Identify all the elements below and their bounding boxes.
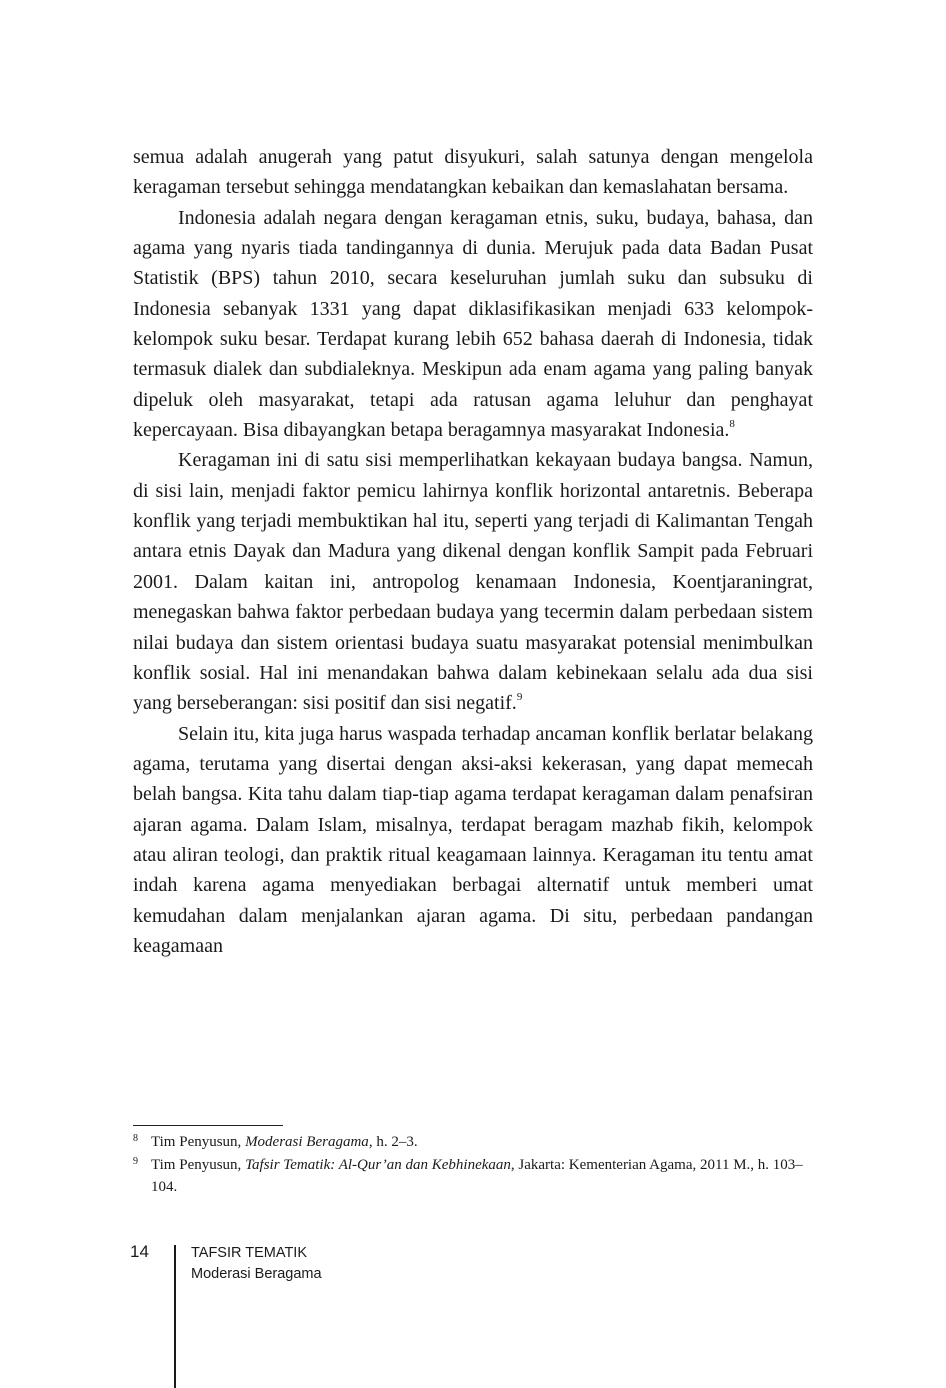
- footnote-text: , Jakarta: Kementerian Agama, 2011 M., h. 103–104.: [151, 1156, 803, 1195]
- page-number: 14: [130, 1242, 149, 1261]
- footnote-number: 9: [133, 1155, 138, 1167]
- book-title: Moderasi Beragama: [191, 1266, 322, 1282]
- footer-divider: [174, 1245, 176, 1388]
- main-text: [133, 142, 813, 961]
- footnote-book-title: Moderasi Beragama: [245, 1134, 369, 1150]
- footnote-divider: [133, 1125, 283, 1126]
- paragraph-4-text: Selain itu, kita juga harus waspada terhadap ancaman konflik berlatar belakang agama, terutama yang disertai dengan aksi-aksi kekerasan, yang dapat memecah belah bangsa. Kita tahu dalam tiap-tiap agama terdapat keragaman dalam penafsiran ajaran agama. Dalam Islam, misalnya, terdapat beragam mazhab fikih, kelompok atau aliran teologi, dan praktik ritual keagamaan lainnya. Keragaman itu tentu amat indah karena agama menyediakan berbagai alternatif untuk memberi umat kemudahan dalam menjalankan ajaran agama. Di situ, perbedaan pandangan keagamaan: [133, 722, 813, 957]
- footnote-ref-8[interactable]: 8: [729, 418, 735, 431]
- paragraph-2: [133, 203, 813, 446]
- footnote-9: [133, 1154, 813, 1199]
- paragraph-1-text: semua adalah anugerah yang patut disyukuri, salah satunya dengan mengelola keragaman tersebut sehingga mendatangkan kebaikan dan kemaslahatan bersama.: [133, 146, 813, 199]
- paragraph-3: [133, 445, 813, 718]
- footnote-ref-9[interactable]: 9: [516, 691, 523, 704]
- footnote-text: Tim Penyusun,: [151, 1134, 246, 1150]
- footnotes: [133, 1131, 813, 1199]
- paragraph-3-text: Keragaman ini di satu sisi memperlihatkan kekayaan budaya bangsa. Namun, di sisi lain, menjadi faktor pemicu lahirnya konflik horizontal antaretnis. Beberapa konflik yang terjadi membuktikan hal itu, seperti yang terjadi di Kalimantan Tengah antara etnis Dayak dan Madura yang dikenal dengan konflik Sampit pada Februari 2001. Dalam kaitan ini, antropolog kenamaan Indonesia, Koentjaraningrat, menegaskan bahwa faktor perbedaan budaya yang tecermin dalam perbedaan sistem nilai budaya dan sistem orientasi budaya suatu masyarakat potensial menimbulkan konflik sosial. Hal ini menandakan bahwa dalam kebinekaan selalu ada dua sisi yang berseberangan: sisi positif dan sisi negatif.: [133, 449, 813, 715]
- running-head: [191, 1243, 322, 1285]
- footnote-number: 8: [133, 1133, 138, 1144]
- footnote-8: [133, 1131, 813, 1154]
- paragraph-2-text: Indonesia adalah negara dengan keragaman etnis, suku, budaya, bahasa, dan agama yang nyaris tiada tandingannya di dunia. Merujuk pada data Badan Pusat Statistik (BPS) tahun 2010, secara keseluruhan jumlah suku dan subsuku di Indonesia sebanyak 1331 yang dapat diklasifikasikan menjadi 633 kelompok-kelompok suku besar. Terdapat kurang lebih 652 bahasa daerah di Indonesia, tidak termasuk dialek dan subdialeknya. Meskipun ada enam agama yang paling banyak dipeluk oleh masyarakat, tetapi ada ratusan agama leluhur dan penghayat kepercayaan. Bisa dibayangkan betapa beragamnya masyarakat Indonesia.: [133, 206, 813, 442]
- paragraph-4: [133, 719, 813, 962]
- footnote-text: Tim Penyusun,: [151, 1156, 246, 1173]
- series-title: TAFSIR TEMATIK: [191, 1245, 308, 1261]
- footnote-book-title: Tafsir Tematik: Al-Qur’an dan Kebhinekaan: [245, 1156, 511, 1173]
- paragraph-1: [133, 142, 813, 203]
- footnote-text: , h. 2–3.: [368, 1134, 418, 1150]
